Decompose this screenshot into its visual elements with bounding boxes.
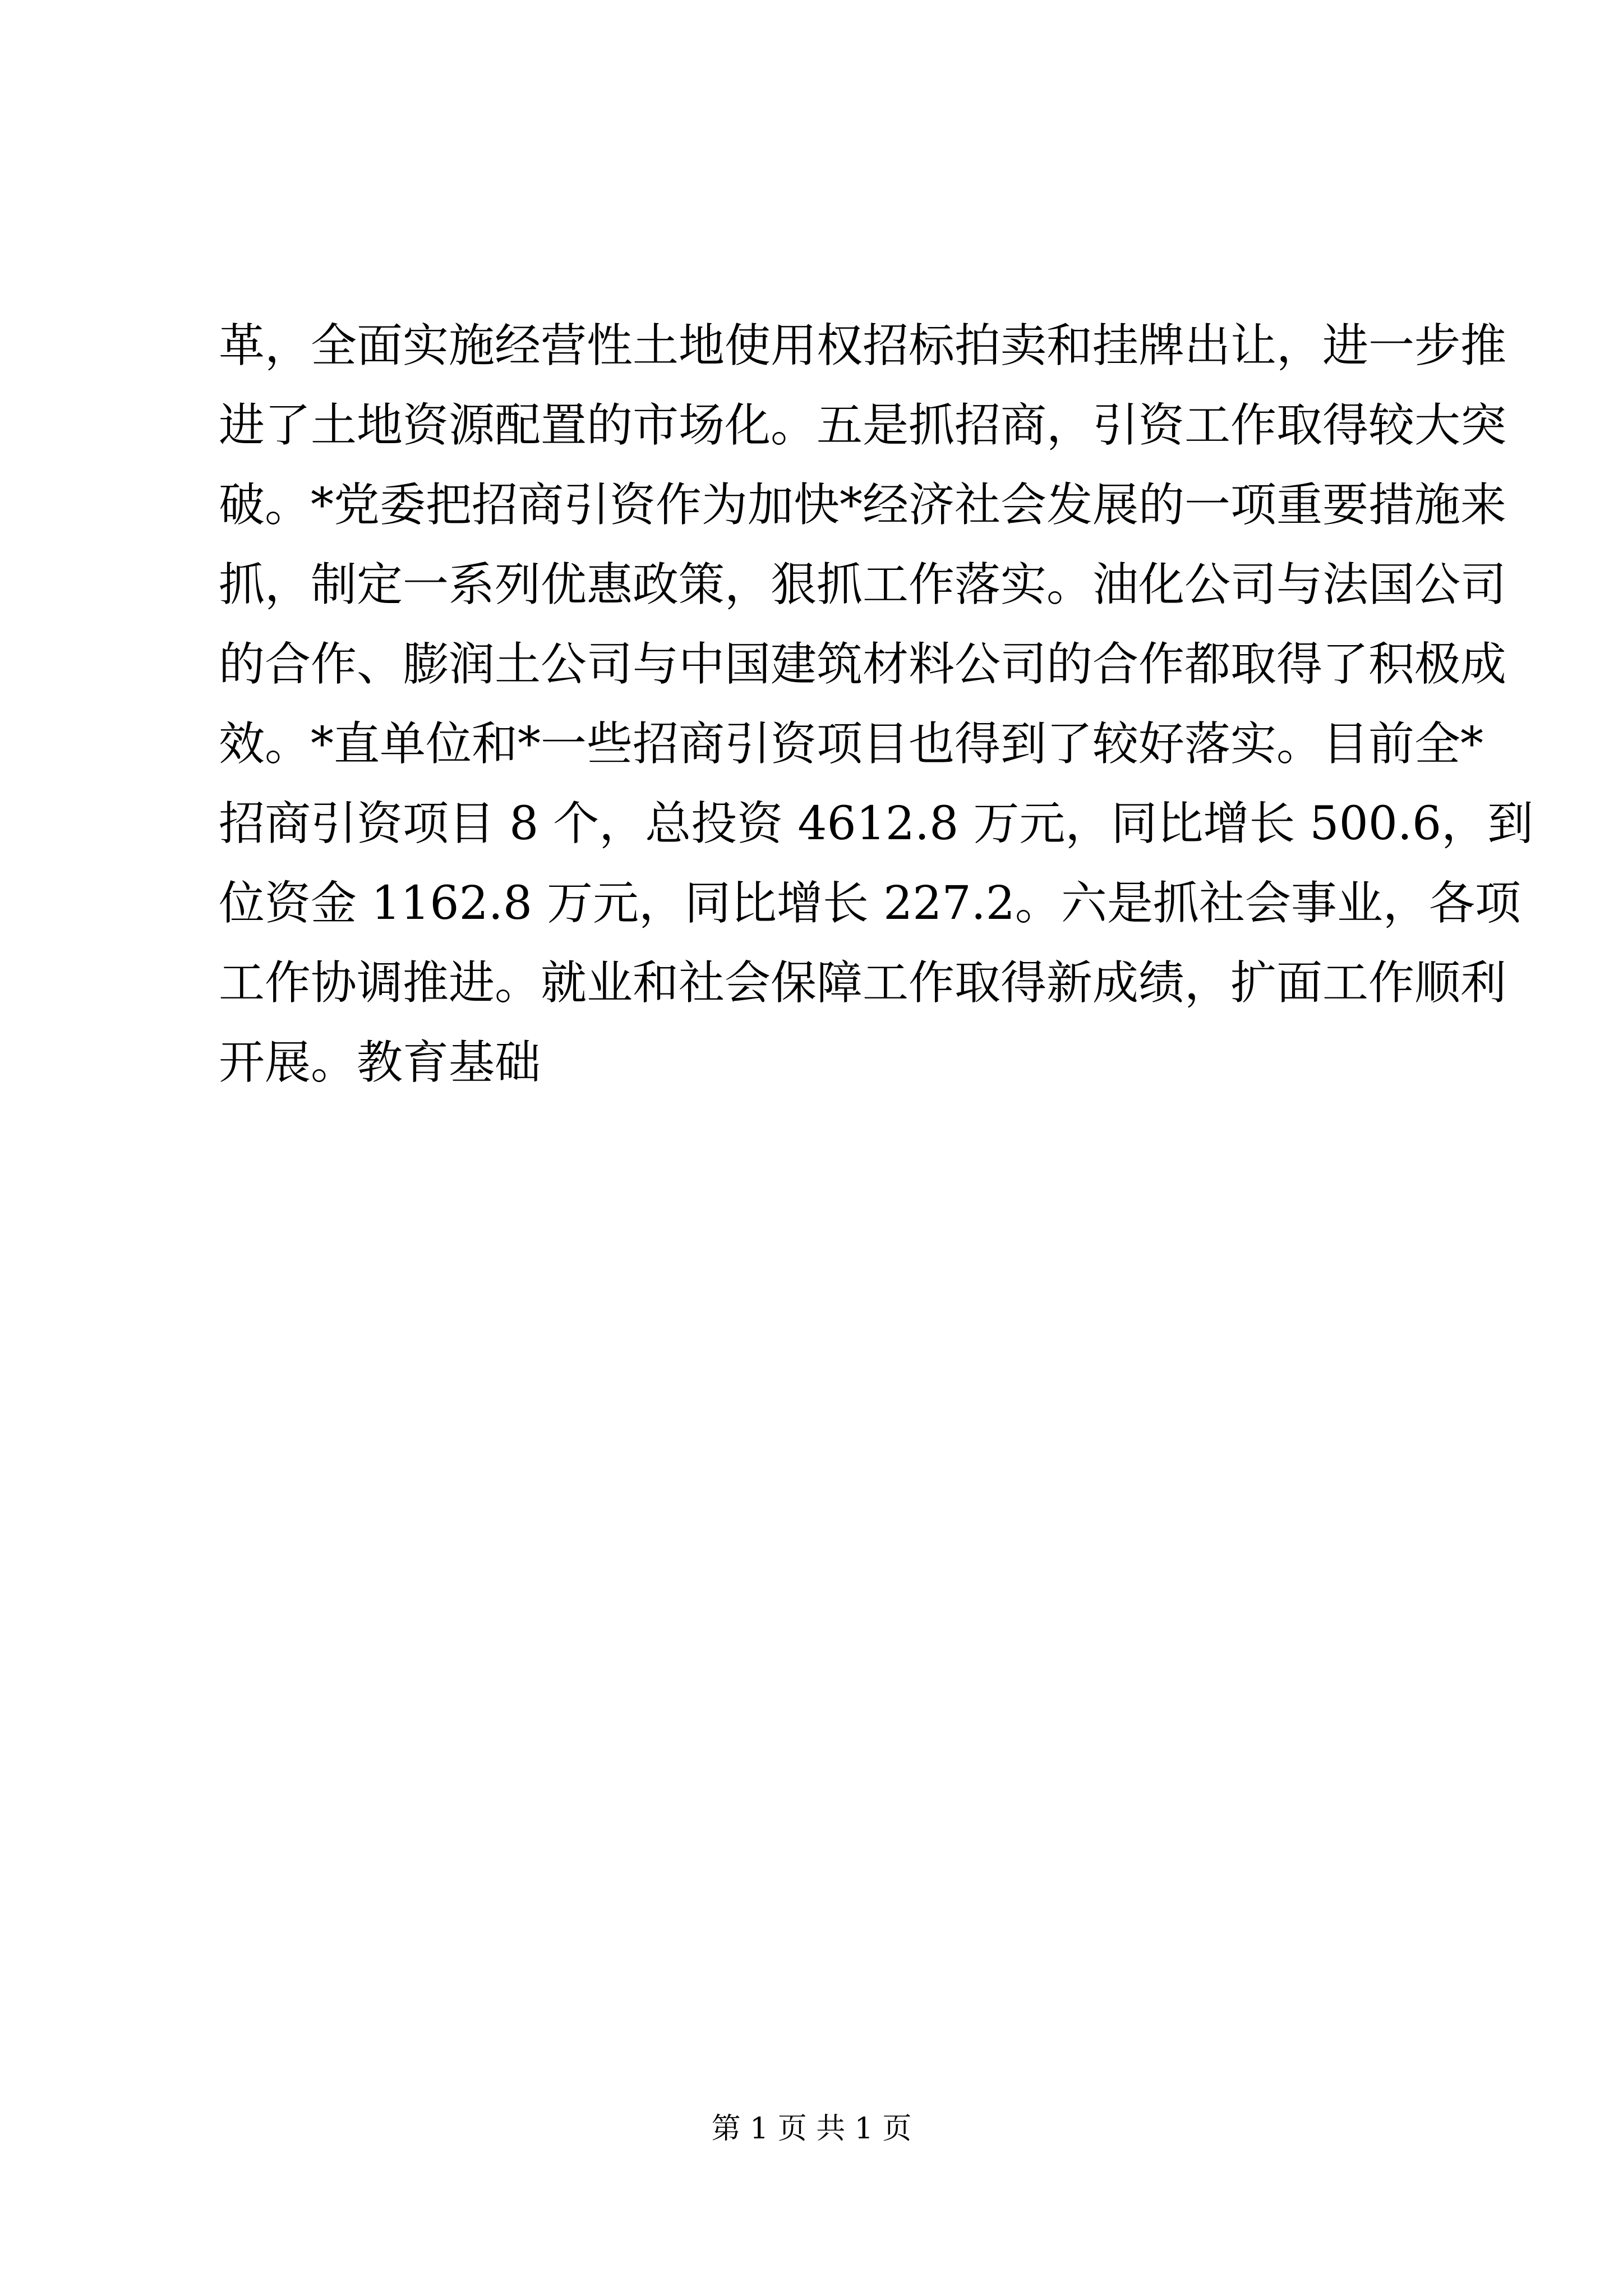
body-paragraph <box>219 306 1534 1103</box>
text-line: 工作协调推进。就业和社会保障工作取得新成绩，扩面工作顺利 <box>219 956 1507 1010</box>
page-number-footer: 第 1 页 共 1 页 <box>711 2112 912 2146</box>
text-line: 效。*直单位和*一些招商引资项目也得到了较好落实。目前全* <box>219 717 1484 771</box>
text-line: 抓，制定一系列优惠政策，狠抓工作落实。油化公司与法国公司 <box>219 558 1507 611</box>
text-line: 革，全面实施经营性土地使用权招标拍卖和挂牌出让，进一步推 <box>219 319 1507 372</box>
text-line: 招商引资项目 8 个，总投资 4612.8 万元，同比增长 500.6，到 <box>219 797 1534 850</box>
text-line: 的合作、膨润土公司与中国建筑材料公司的合作都取得了积极成 <box>219 638 1507 691</box>
text-line: 位资金 1162.8 万元，同比增长 227.2。六是抓社会事业，各项 <box>219 877 1521 930</box>
text-line: 进了土地资源配置的市场化。五是抓招商，引资工作取得较大突 <box>219 399 1507 452</box>
text-line: 破。*党委把招商引资作为加快*经济社会发展的一项重要措施来 <box>219 478 1507 532</box>
text-line: 开展。教育基础 <box>219 1036 541 1089</box>
